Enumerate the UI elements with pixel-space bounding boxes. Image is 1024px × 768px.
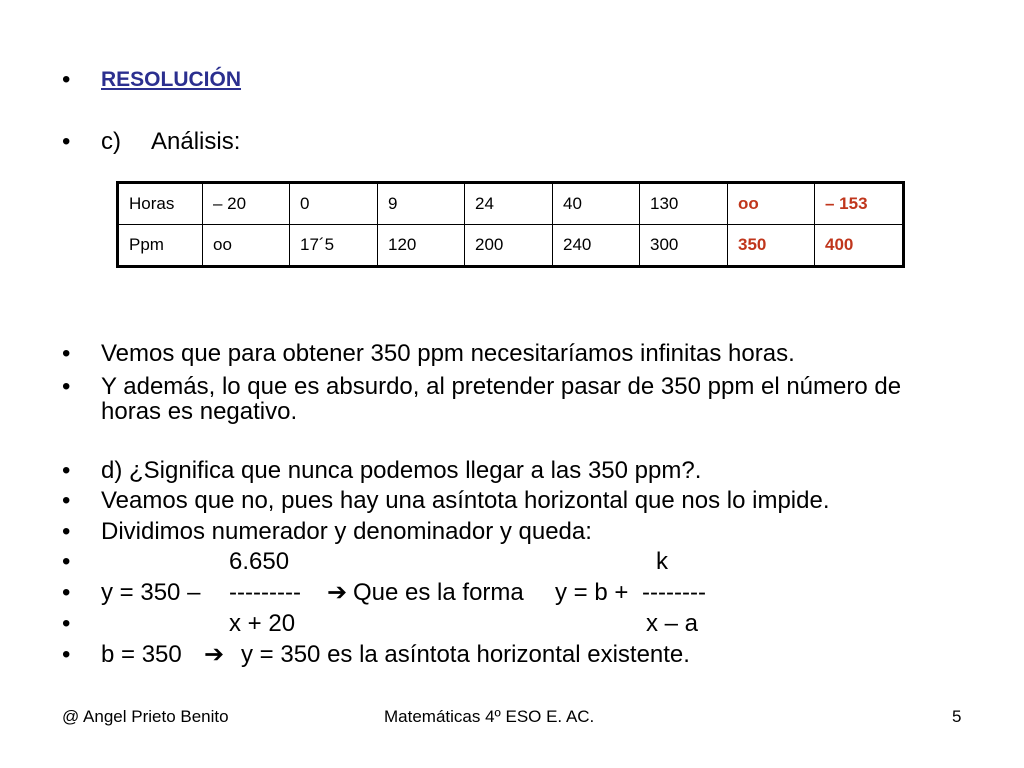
numerator-right: k xyxy=(656,548,668,575)
fraction-bar-right: -------- xyxy=(642,579,706,606)
page-number: 5 xyxy=(952,707,962,726)
conclusion-part2: y = 350 es la asíntota horizontal existente. xyxy=(241,641,690,668)
formula-lhs: y = 350 – xyxy=(101,579,201,606)
bullet-text: Veamos que no, pues hay una asíntota horizontal que nos lo impide. xyxy=(101,487,830,514)
fraction-bar-left: --------- xyxy=(229,579,301,606)
formula-mid-text: Que es la forma xyxy=(353,579,524,606)
footer-author: @ Angel Prieto Benito xyxy=(62,707,229,726)
section-c-label: Análisis: xyxy=(151,128,241,155)
bullet-marker: • xyxy=(62,128,71,155)
bullet-marker: • xyxy=(62,487,71,514)
bullet-marker: • xyxy=(62,66,71,93)
table-cell: 24 xyxy=(465,183,553,225)
formula-rhs: y = b + xyxy=(555,579,629,606)
data-table xyxy=(116,181,905,268)
bullet-text-continuation: horas es negativo. xyxy=(101,398,298,425)
table-cell-highlight: 350 xyxy=(728,225,815,267)
table-cell: 40 xyxy=(553,183,640,225)
bullet-marker: • xyxy=(62,373,71,400)
table-cell: Ppm xyxy=(118,225,203,267)
section-c-letter: c) xyxy=(101,128,121,155)
table-cell: 17´5 xyxy=(290,225,378,267)
table-cell: Horas xyxy=(118,183,203,225)
denominator-right: x – a xyxy=(646,610,699,637)
table-cell: 0 xyxy=(290,183,378,225)
table-cell: 240 xyxy=(553,225,640,267)
table-cell: 120 xyxy=(378,225,465,267)
arrow-icon: ➔ xyxy=(204,641,225,668)
bullet-marker: • xyxy=(62,518,71,545)
bullet-text: Vemos que para obtener 350 ppm necesitaríamos infinitas horas. xyxy=(101,340,795,367)
table-cell: 130 xyxy=(640,183,728,225)
bullet-marker: • xyxy=(62,579,71,606)
bullet-marker: • xyxy=(62,641,71,668)
table-cell-highlight: 400 xyxy=(815,225,904,267)
table-cell-highlight: – 153 xyxy=(815,183,904,225)
bullet-marker: • xyxy=(62,340,71,367)
table-cell: 9 xyxy=(378,183,465,225)
bullet-marker: • xyxy=(62,457,71,484)
table-cell: 300 xyxy=(640,225,728,267)
footer-course: Matemáticas 4º ESO E. AC. xyxy=(384,707,595,726)
table-cell-highlight: oo xyxy=(728,183,815,225)
arrow-icon: ➔ xyxy=(327,579,348,606)
bullet-text: d) ¿Significa que nunca podemos llegar a las 350 ppm?. xyxy=(101,457,702,484)
table-row-ppm xyxy=(118,225,904,267)
bullet-text: Y además, lo que es absurdo, al pretender pasar de 350 ppm el número de xyxy=(101,373,902,400)
numerator-left: 6.650 xyxy=(229,548,290,575)
bullet-marker: • xyxy=(62,610,71,637)
slide-title: RESOLUCIÓN xyxy=(101,68,242,91)
table-cell: 200 xyxy=(465,225,553,267)
table-row-horas xyxy=(118,183,904,225)
table-cell: – 20 xyxy=(203,183,290,225)
bullet-text: Dividimos numerador y denominador y queda: xyxy=(101,518,592,545)
table-cell: oo xyxy=(203,225,290,267)
bullet-marker: • xyxy=(62,548,71,575)
conclusion-part1: b = 350 xyxy=(101,641,182,668)
denominator-left: x + 20 xyxy=(229,610,296,637)
